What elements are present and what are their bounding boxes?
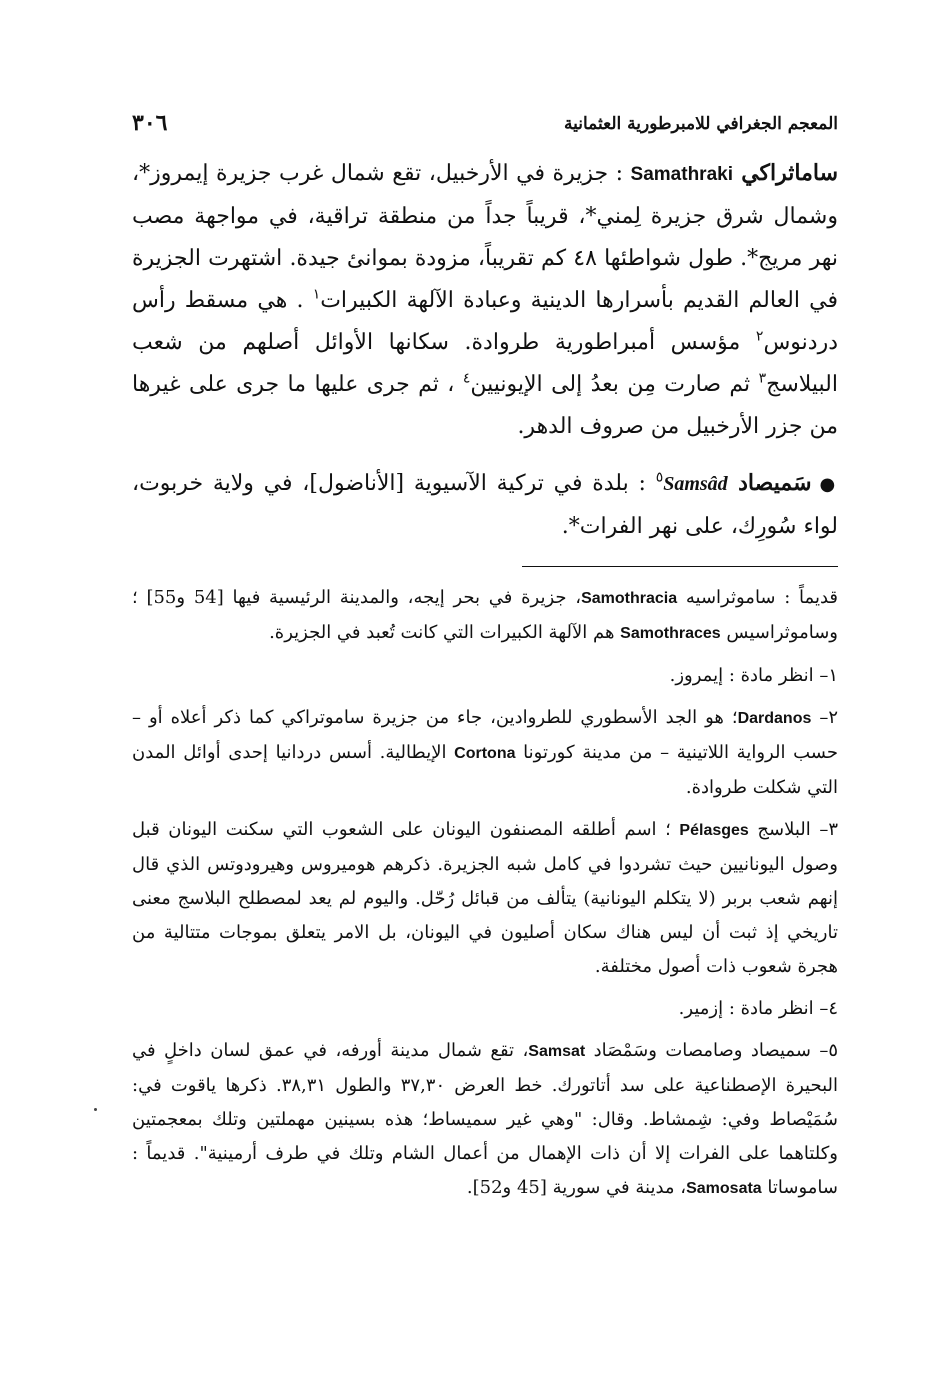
entry-term: ساماثراكي [733,160,838,186]
latin-term: Samothraces [620,625,721,642]
footnote-5 [132,1034,838,1206]
footnote-text: ، تقع شمال مدينة أورفه، في عمق لسان داخلٍ في البحيرة الإصطناعية على سد أتاتورك. خط العرض ٣٧,٣٠ والطول ٣٨,٣١. ذكرها ياقوت في: سُمَيْصاط وفي: شِمشاط. وقال: "وهي غير سميساط؛ هذه بسينين مهملتين وتلك بمعجمتين وكلتاهما على الفرات إلا أن ذات الإهمال من أعمال الشام وتلك في طرف أرمينية". قديماً : ساموساتا [132,1040,838,1198]
footnote-2 [132,701,838,805]
entry-term: سَميصاد [727,470,812,496]
entry-text: مؤسس أمبراطورية طروادة. سكانها الأوائل أصلهم من شعب البيلاسج [132,330,838,397]
latin-term: Pélasges [679,822,749,839]
footnote-intro [132,581,838,651]
footnotes [132,581,838,1206]
entry-text: ثم صارت مِن بعدُ إلى الإيونيين [470,372,759,397]
latin-term: Cortona [454,745,516,762]
footnote-text: ٣– البلاسج [748,819,838,840]
footnote-ref-2: ٢ [755,328,764,345]
footnote-ref-3: ٣ [758,370,767,387]
footnote-text: الإيطالية. أسس دردانيا إحدى أوائل المدن التي شكلت طروادة. [132,742,838,798]
latin-term: Samsat [528,1043,586,1060]
entry-samsad [132,462,838,548]
footnote-ref-5: ٥ [655,469,664,486]
latin-term: Samosata [686,1180,762,1197]
entry-text: ، ثم جرى عليها ما جرى على غيرها من جزر الأرخبيل من صروف الدهر. [132,372,838,439]
footnote-3 [132,813,838,984]
bullet-icon: ● [819,474,838,495]
entry-text: : بلدة في تركية الآسيوية [الأناضول]، في ولاية خربوت، لواء سُورِك، على نهر الفرات*. [132,471,838,539]
scan-speck [94,1108,97,1111]
footnote-1: ١– انظر مادة : إيمروز. [669,665,838,686]
footnote-text: هم الآلهة الكبيرات التي كانت تُعبد في الجزيرة. [269,622,621,643]
latin-term: Samothracia [581,590,678,607]
footnote-text: ، مدينة في سورية [45 و52]. [466,1177,687,1198]
footnote-text: ؛ هو الجد الأسطوري للطروادين، جاء من جزيرة ساموتراكي كما ذكر أعلاه أو – حسب الرواية اللاتينية – من مدينة كورتونا [132,707,838,763]
page-number: ٣٠٦ [132,110,168,136]
running-head [132,100,838,140]
footnote-text: ٢– [811,707,838,728]
footnote-text: ، جزيرة في بحر إيجه، والمدينة الرئيسية فيها [54 و55] ؛ وساموثراسيس [132,587,838,643]
footnote-divider [522,566,838,567]
entry-samathraki [132,152,838,448]
footnote-ref-4: ٤ [462,370,471,387]
latin-term: Dardanos [737,710,812,727]
footnote-text: قديماً : ساموثراسيه [677,587,839,608]
latin-term: Samsâd [663,473,728,495]
latin-term: Samathraki [630,164,733,185]
running-title: المعجم الجغرافي للامبرطورية العثمانية [564,114,838,134]
footnote-text: ٥– سميصاد وصامصات وسَمْصَاد [585,1040,838,1061]
entry-text: . هي مسقط رأس دردنوس [132,288,838,355]
footnote-ref-1: ١ [312,286,321,303]
entry-text: : جزيرة في الأرخبيل، تقع شمال غرب جزيرة إيمروز*، وشمال شرق جزيرة لِمني*، قريباً جداً من منطقة تراقية، في مواجهة مصب نهر مريج*. طول شواطئها ٤٨ كم تقريباً، مزودة بموانئ جيدة. اشتهرت الجزيرة في العالم القديم بأسرارها الدينية وعبادة الآلهة الكبيرات [132,161,838,313]
footnote-text: ؛ اسم أطلقه المصنفون اليونان على الشعوب التي سكنت اليونان قبل وصول اليونانيين حيث تشردوا في كامل شبه الجزيرة. ذكرهم هوميروس وهيرودوتس الذي قال إنهم شعب بربر (لا يتكلم اليونانية) يتألف من قبائل رُحّل. واليوم لم يعد لمصطلح البلاسج معنى تاريخي إذ ثبت أن ليس هناك سكان أصليون في اليونان، بل الامر يتعلق بموجات متتالية من هجرة شعوب ذات أصول مختلفة. [132,819,838,977]
footnote-4: ٤– انظر مادة : إزمير. [678,998,838,1019]
book-page [132,100,838,1214]
